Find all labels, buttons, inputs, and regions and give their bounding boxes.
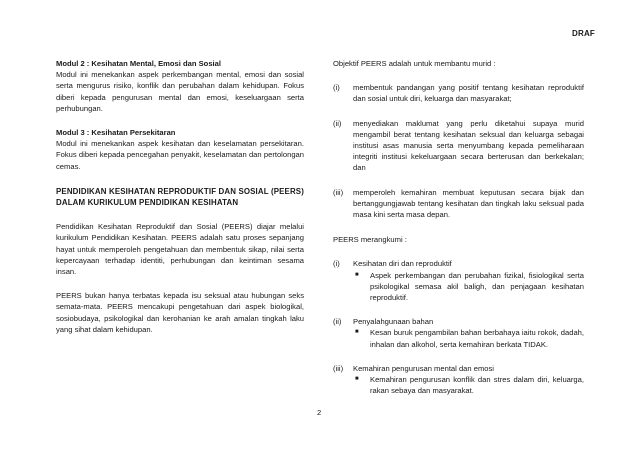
objective-item: [333, 187, 584, 221]
covers-number: (iii): [333, 363, 344, 373]
square-bullet-icon: ■: [355, 271, 359, 278]
covers-number: (i): [333, 259, 340, 269]
covers-title: Kemahiran pengurusan mental dan emosi: [353, 363, 494, 373]
square-bullet-icon: ■: [355, 329, 359, 336]
objective-item: [333, 82, 584, 104]
paragraph-1: Pendidikan Kesihatan Reproduktif dan Sosial (PEERS) diajar melalui kurikulum Pendidikan Kesihatan. PEERS adalah satu proses sepanjang hayat untuk memperoleh pengetahuan dan membentuk sikap, nilai serta kepercayaan terhadap identiti, perhubungan dan keintiman sesama insan.: [56, 222, 304, 277]
covers-bullet-row: [353, 374, 584, 396]
covers-item: [333, 258, 584, 269]
objective-item: [333, 118, 584, 174]
covers-bullet-row: [353, 327, 584, 349]
objective-intro: Objektif PEERS adalah untuk membantu murid :: [333, 59, 496, 68]
left-column: [56, 58, 304, 335]
square-bullet-icon: ■: [355, 376, 359, 383]
modul3-body: Modul ini menekankan aspek kesihatan dan keselamatan persekitaran. Fokus diberi kepada pencegahan penyakit, keselamatan dan pertolongan cemas.: [56, 139, 304, 171]
modul2-title: Modul 2 : Kesihatan Mental, Emosi dan Sosial: [56, 59, 221, 68]
draft-label: DRAF: [572, 29, 596, 38]
covers-title: Kesihatan diri dan reproduktif: [353, 259, 452, 269]
objective-text: menyediakan maklumat yang perlu diketahui supaya murid mengambil berat tentang kesihatan seksual dan keluarga sebagai institusi asas manusia serta menyumbang kepada pemeliharaan integriti institusi kekeluargaan secara berterusan dan berkekalan; dan: [353, 118, 584, 173]
covers-title: Penyalahgunaan bahan: [353, 317, 434, 327]
covers-number: (ii): [333, 317, 342, 327]
modul2-body: Modul ini menekankan aspek perkembangan mental, emosi dan sosial serta mengurus risiko, konflik dan perubahan dalam kehidupan. Fokus diberi kepada pengurusan mental dan emosi, keseluargaan serta perhubungan.: [56, 70, 304, 113]
section-heading: PENDIDIKAN KESIHATAN REPRODUKTIF DAN SOSIAL (PEERS) DALAM KURIKULUM PENDIDIKAN KESIHATAN: [56, 186, 304, 208]
modul3-title: Modul 3 : Kesihatan Persekitaran: [56, 128, 176, 138]
covers-bullet-text: Kemahiran pengurusan konflik dan stres dalam diri, keluarga, rakan sebaya dan masyarakat.: [370, 375, 584, 396]
objective-text: membentuk pandangan yang positif tentang kesihatan reproduktif dan sosial untuk diri, keluarga dan masyarakat;: [353, 83, 584, 104]
right-column: [333, 58, 584, 396]
covers-item: [333, 316, 584, 327]
objective-number: (iii): [333, 187, 344, 197]
paragraph-2: PEERS bukan hanya terbatas kepada isu seksual atau hubungan seks semata-mata. PEERS mencakupi pengetahuan dari aspek biologikal, sosiobudaya, psikologikal dan kerohanian ke arah amalan tingkah laku yang sihat dalam kehidupan.: [56, 291, 304, 334]
covers-bullet-text: Kesan buruk pengambilan bahan berbahaya iaitu rokok, dadah, inhalan dan alkohol, serta kemahiran berkata TIDAK.: [370, 328, 584, 349]
covers-intro: PEERS merangkumi :: [333, 235, 407, 245]
covers-bullet-text: Aspek perkembangan dan perubahan fizikal, fisiologikal serta psikologikal semasa akil baligh, dan penjagaan kesihatan reproduktif.: [370, 270, 584, 303]
objective-number: (i): [333, 83, 340, 93]
covers-bullet-row: [353, 270, 584, 304]
covers-item: [333, 363, 584, 374]
objective-number: (ii): [333, 118, 342, 128]
objective-text: memperoleh kemahiran membuat keputusan secara bijak dan bertanggungjawab tentang kesihatan dan tingkah laku seksual pada masa kini serta masa depan.: [353, 187, 584, 220]
page-number: 2: [317, 408, 322, 417]
